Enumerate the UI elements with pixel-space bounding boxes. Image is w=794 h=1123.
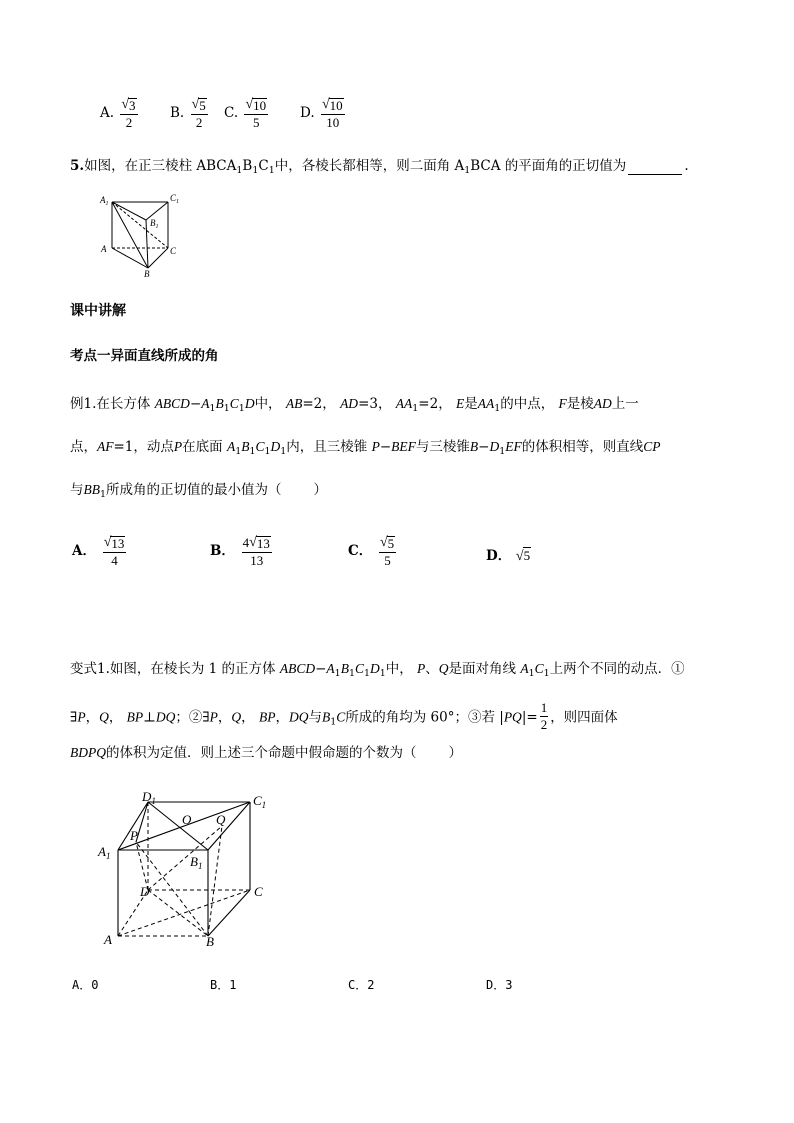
label-b1: $B_1$	[150, 218, 159, 230]
example-1-option-d: D． √5	[486, 548, 531, 564]
variant-1-option-a: A．0	[72, 978, 99, 992]
label-b: B	[144, 269, 150, 279]
label-q: Q	[216, 812, 226, 827]
label-o: O	[182, 812, 192, 827]
example-1-line-3: 与$BB_1$所成角的正切值的最小值为（ ）	[70, 482, 328, 500]
variant-1-line-1: 变式1.如图，在棱长为 1 的正方体 $ABCD-A_1B_1C_1D_1$中， P、Q是面对角线 $A_1C_1$上两个不同的动点．①	[70, 661, 685, 679]
label-a: A	[104, 932, 112, 947]
label-a1: $A_1$	[98, 844, 111, 861]
q4-option-b: B. √ 5 2	[170, 97, 206, 130]
label-b: B	[206, 934, 214, 949]
label-d: D	[140, 884, 150, 899]
variant-1-option-d: D．3	[486, 978, 513, 992]
answer-blank	[628, 162, 682, 175]
q4-option-c: C. √ 10 5	[224, 97, 267, 130]
label-a1: $A_1$	[100, 195, 109, 207]
q4-option-a: A. √ 3 2	[100, 97, 136, 130]
label-c: C	[254, 884, 263, 899]
example-1-line-1: 例1.在长方体 $ABCD-A_1B_1C_1D$中， AB=2， AD=3， $AA_1=2$， E是$AA_1$的中点， F是棱AD上一	[70, 396, 639, 414]
variant-1-line-2: ∃P，Q， BP⊥DQ；②∃P，Q， BP，DQ与$B_1C$所成的角均为 60°；③若 |PQ|= $\frac{1}{2}$ ，则四面体	[70, 700, 618, 732]
label-c: C	[170, 246, 177, 256]
prism-figure	[96, 190, 196, 280]
variant-1-line-3: BDPQ的体积为定值．则上述三个命题中假命题的个数为（ ）	[70, 745, 462, 761]
example-1-option-c: C． √ 5 5	[348, 535, 395, 568]
example-1-option-a: A． √ 13 4	[72, 535, 125, 568]
cube-figure	[90, 790, 290, 950]
label-a: A	[101, 244, 107, 254]
topic-title: 考点一异面直线所成的角	[70, 348, 219, 364]
label-p: P	[130, 828, 138, 843]
example-1-option-b: B． 4 √ 13 13	[210, 535, 270, 568]
variant-1-option-c: C．2	[348, 978, 375, 992]
label-d1: $D_1$	[142, 790, 156, 806]
variant-1-option-b: B．1	[210, 978, 237, 992]
label-c1: $C_1$	[170, 193, 180, 205]
section-title: 课中讲解	[70, 303, 126, 319]
label-b1: $B_1$	[190, 854, 203, 871]
question-5-text: 5.如图，在正三棱柱 $ABCA_1B_1C_1$中，各棱长都相等，则二面角 $A_1BCA$ 的平面角的正切值为 .	[70, 158, 689, 176]
q4-option-d: D. √ 10 10	[300, 97, 343, 130]
label-c1: $C_1$	[253, 793, 267, 810]
example-1-line-2: 点，AF=1，动点P在底面 $A_1B_1C_1D_1$内，且三棱锥 P−BEF与三棱锥$B-D_1EF$的体积相等，则直线CP	[70, 439, 661, 457]
